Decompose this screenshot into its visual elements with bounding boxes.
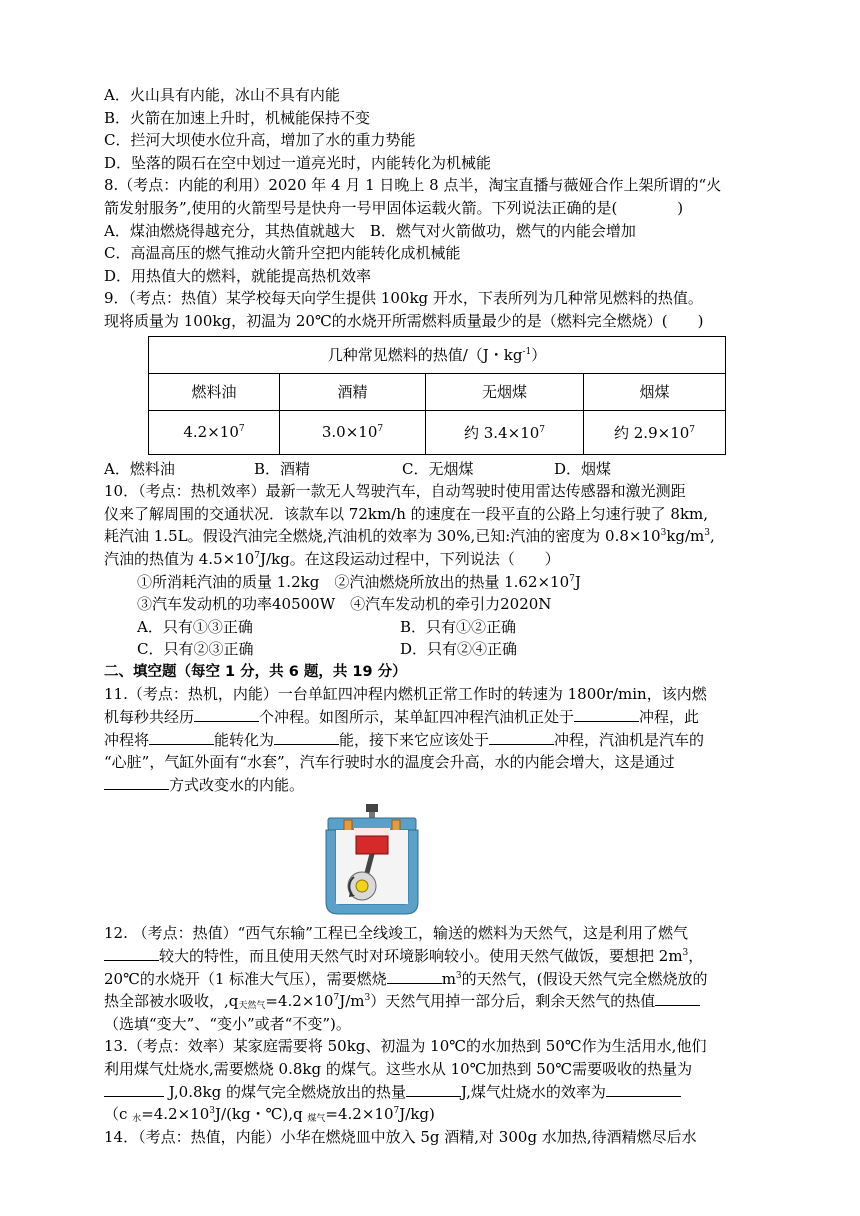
q11-stem-line2: 机每秒共经历 个冲程。如图所示，某单缸四冲程汽油机正处于 冲程，此 xyxy=(104,708,700,727)
q11-stem-line1: 11.（考点：热机，内能）一台单缸四冲程内燃机正常工作时的转速为 1800r/min，该内燃 xyxy=(104,685,707,704)
answer-blank[interactable] xyxy=(655,991,700,1006)
answer-blank[interactable] xyxy=(274,730,339,745)
q10-option-d: D．只有②④正确 xyxy=(400,640,518,659)
table-header-cell: 酒精 xyxy=(280,373,426,410)
q12-stem-line1: 12. （考点：热值）“西气东输”工程已全线竣工，输送的燃料为天然气，这是利用了燃气 xyxy=(104,924,688,943)
q11-stem-line3: 冲程将 能转化为 能，接下来它应该处于 冲程，汽油机是汽车的 xyxy=(104,730,705,749)
q7-option-a: A．火山具有内能，冰山不具有内能 xyxy=(104,86,340,104)
q7-option-b: B．火箭在加速上升时，机械能保持不变 xyxy=(104,108,371,127)
q10-stem-line2: 仪来了解周围的交通状况．该款车以 72km/h 的速度在一段平直的公路上匀速行驶了 8km, xyxy=(104,504,709,523)
q8-options-ab: A．煤油燃烧得越充分，其热值就越大 B．燃气对火箭做功，燃气的内能会增加 xyxy=(104,221,636,240)
answer-blank[interactable] xyxy=(406,1082,461,1097)
answer-blank[interactable] xyxy=(149,730,214,745)
q10-option-c: C．只有②③正确 xyxy=(137,640,254,659)
q13-stem-line2: 利用煤气灶烧水,需要燃烧 0.8kg 的煤气。这些水从 10℃加热到 50℃需要吸收的热量为 xyxy=(104,1060,693,1078)
table-cell: 约 $3.4\times 10^7$ xyxy=(426,410,584,454)
answer-blank[interactable] xyxy=(104,946,159,961)
q10-option-b: B．只有①②正确 xyxy=(400,617,517,636)
q9-option-d: D．烟煤 xyxy=(554,459,612,478)
q8-stem-line1: 8.（考点：内能的利用）2020 年 4 月 1 日晚上 8 点半，淘宝直播与薇娅合作上架所谓的“火 xyxy=(104,176,722,195)
q12-stem-line5: （选填“变大”、“变小”或者“不变”)。 xyxy=(104,1014,351,1033)
q8-option-d: D．用热值大的燃料，就能提高热机效率 xyxy=(104,266,372,285)
q10-statements-12: ①所消耗汽油的质量 1.2kg ②汽油燃烧所放出的热量 $1.62\times 10^7J$ xyxy=(137,572,581,591)
table-cell: $4.2\times 10^7$ xyxy=(149,410,280,454)
q9-stem-line1: 9．（考点：热值）某学校每天向学生提供 100kg 开水，下表所列为几种常见燃料的热值。 xyxy=(104,289,703,308)
q7-option-d: D．坠落的陨石在空中划过一道亮光时，内能转化为机械能 xyxy=(104,153,492,172)
q9-option-b: B．酒精 xyxy=(254,459,311,478)
q11-stem-line4: “心脏”，气缸外面有“水套”，汽车行驶时水的温度会升高，水的内能会增大，这是通过 xyxy=(104,753,675,772)
answer-blank[interactable] xyxy=(104,1082,164,1097)
q12-stem-line4: 热全部被水吸收，$,q_{天然气}=4.2\times 10^7J/m^3$）天然气用掉一部分后，剩余天然气的热值 xyxy=(104,990,778,1013)
table-cell: $3.0\times 10^7$ xyxy=(280,410,426,454)
table-header-row xyxy=(149,373,726,410)
table-header-cell: 燃料油 xyxy=(149,373,280,410)
q8-option-c: C．高温高压的燃气推动火箭升空把内能转化成机械能 xyxy=(104,244,461,263)
answer-blank[interactable] xyxy=(387,969,442,984)
answer-blank[interactable] xyxy=(104,775,169,790)
q7-option-c: C．拦河大坝使水位升高，增加了水的重力势能 xyxy=(104,131,416,150)
q10-options-cd xyxy=(104,638,778,661)
q9-option-c: C．无烟煤 xyxy=(402,459,474,478)
q9-options xyxy=(104,458,778,481)
answer-blank[interactable] xyxy=(606,1082,681,1097)
q10-stem-line3: 耗汽油 1.5L。假设汽油完全燃烧,汽油机的效率为 30%,已知:汽油的密度为 $0.8\times 10^3kg/m^3$, xyxy=(104,527,715,546)
answer-blank[interactable] xyxy=(574,707,639,722)
table-header-cell: 烟煤 xyxy=(584,373,726,410)
table-cell: 约 $2.9\times 10^7$ xyxy=(584,410,726,454)
q10-statements-34: ③汽车发动机的功率40500W ④汽车发动机的牵引力2020N xyxy=(137,595,552,614)
table-title: 几种常见燃料的热值/（J・$kg^{-1}$） xyxy=(149,336,726,373)
q13-stem-line1: 13.（考点：效率）某家庭需要将 50kg、初温为 10℃的水加热到 50℃作为生活用水,他们 xyxy=(104,1037,707,1056)
q12-stem-line3: 20℃的水烧开（1 标准大气压），需要燃烧 $m^3$的天然气，(假设天然气完全燃烧放的 xyxy=(104,969,708,988)
q14-stem-line1: 14．（考点：热值，内能）小华在燃烧皿中放入 5g 酒精,对 300g 水加热,待酒精燃尽后水 xyxy=(104,1127,697,1146)
q10-stem-line1: 10．（考点：热机效率）最新一款无人驾驶汽车，自动驾驶时使用雷达传感器和激光测距 xyxy=(104,482,686,501)
q8-stem-line2: 箭发射服务”,使用的火箭型号是快舟一号甲固体运载火箭。下列说法正确的是( ) xyxy=(104,198,684,217)
q12-stem-line2: 较大的特性，而且使用天然气时对环境影响较小。使用天然气做饭，要想把 $2m^3$， xyxy=(104,945,778,968)
q13-stem-line3: J,0.8kg 的煤气完全燃烧放出的热量 J,煤气灶烧水的效率为 xyxy=(104,1081,778,1104)
answer-blank[interactable] xyxy=(489,730,554,745)
q10-stem-line4: 汽油的热值为 $4.5\times 10^7J/kg$。在这段运动过程中，下列说法（ ） xyxy=(104,549,560,568)
fuel-heat-value-table xyxy=(148,336,726,455)
q10-options-ab xyxy=(104,616,778,639)
engine-diagram xyxy=(322,804,422,916)
q11-stem-line5: 方式改变水的内能。 xyxy=(104,774,778,797)
section-heading: 二、填空题（每空 1 分，共 6 题，共 19 分） xyxy=(104,663,407,680)
answer-blank[interactable] xyxy=(194,707,259,722)
table-row xyxy=(149,410,726,454)
table-header-cell: 无烟煤 xyxy=(426,373,584,410)
q13-stem-line4: （c $_水=4.2\times 10^3J/(kg$・℃),q $_{煤气}=4.2\times 10^7J/kg$) xyxy=(104,1105,435,1125)
q9-stem-line2: 现将质量为 100kg，初温为 20℃的水烧开所需燃料质量最少的是（燃料完全燃烧）( ) xyxy=(104,311,704,330)
q9-option-a: A．燃料油 xyxy=(104,459,175,478)
document-page xyxy=(104,84,778,1148)
q10-option-a: A．只有①③正确 xyxy=(137,617,253,636)
